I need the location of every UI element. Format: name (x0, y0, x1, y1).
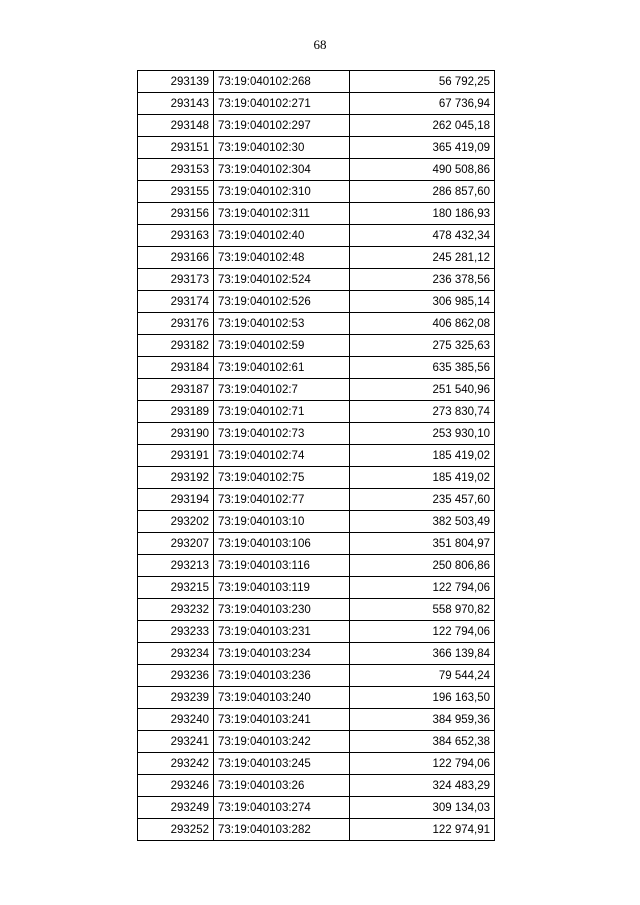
cadastral-value-cell: 384 959,36 (350, 709, 495, 731)
cadastral-number-cell: 73:19:040103:231 (214, 621, 350, 643)
table-row (138, 533, 495, 555)
table-row (138, 269, 495, 291)
cadastral-number-cell: 73:19:040102:74 (214, 445, 350, 467)
cadastral-number-cell: 73:19:040103:26 (214, 775, 350, 797)
record-id-cell: 293242 (138, 753, 214, 775)
page-number: 68 (313, 37, 327, 52)
record-id-cell: 293236 (138, 665, 214, 687)
cadastral-value-cell: 635 385,56 (350, 357, 495, 379)
table-row (138, 709, 495, 731)
table-row (138, 137, 495, 159)
record-id-cell: 293213 (138, 555, 214, 577)
table-row (138, 819, 495, 841)
table-row (138, 335, 495, 357)
cadastral-value-cell: 122 794,06 (350, 621, 495, 643)
record-id-cell: 293182 (138, 335, 214, 357)
record-id-cell: 293202 (138, 511, 214, 533)
cadastral-number-cell: 73:19:040103:242 (214, 731, 350, 753)
cadastral-number-cell: 73:19:040102:311 (214, 203, 350, 225)
record-id-cell: 293233 (138, 621, 214, 643)
cadastral-number-cell: 73:19:040102:30 (214, 137, 350, 159)
record-id-cell: 293166 (138, 247, 214, 269)
record-id-cell: 293153 (138, 159, 214, 181)
table-row (138, 115, 495, 137)
cadastral-value-cell: 324 483,29 (350, 775, 495, 797)
cadastral-number-cell: 73:19:040103:234 (214, 643, 350, 665)
cadastral-number-cell: 73:19:040102:297 (214, 115, 350, 137)
cadastral-number-cell: 73:19:040102:77 (214, 489, 350, 511)
table-row (138, 379, 495, 401)
cadastral-number-cell: 73:19:040102:524 (214, 269, 350, 291)
record-id-cell: 293207 (138, 533, 214, 555)
cadastral-number-cell: 73:19:040103:106 (214, 533, 350, 555)
table-row (138, 291, 495, 313)
table-row (138, 665, 495, 687)
table-row (138, 401, 495, 423)
cadastral-number-cell: 73:19:040102:71 (214, 401, 350, 423)
record-id-cell: 293189 (138, 401, 214, 423)
table-row (138, 511, 495, 533)
cadastral-value-cell: 490 508,86 (350, 159, 495, 181)
record-id-cell: 293143 (138, 93, 214, 115)
registry-table (137, 70, 495, 841)
cadastral-value-cell: 122 794,06 (350, 753, 495, 775)
cadastral-value-cell: 251 540,96 (350, 379, 495, 401)
cadastral-value-cell: 67 736,94 (350, 93, 495, 115)
record-id-cell: 293173 (138, 269, 214, 291)
cadastral-value-cell: 185 419,02 (350, 445, 495, 467)
table-row (138, 159, 495, 181)
cadastral-value-cell: 275 325,63 (350, 335, 495, 357)
record-id-cell: 293174 (138, 291, 214, 313)
record-id-cell: 293249 (138, 797, 214, 819)
cadastral-number-cell: 73:19:040103:236 (214, 665, 350, 687)
cadastral-value-cell: 382 503,49 (350, 511, 495, 533)
table-row (138, 423, 495, 445)
table-row (138, 797, 495, 819)
record-id-cell: 293191 (138, 445, 214, 467)
cadastral-value-cell: 180 186,93 (350, 203, 495, 225)
cadastral-value-cell: 306 985,14 (350, 291, 495, 313)
table-row (138, 313, 495, 335)
cadastral-value-cell: 185 419,02 (350, 467, 495, 489)
cadastral-number-cell: 73:19:040102:526 (214, 291, 350, 313)
record-id-cell: 293234 (138, 643, 214, 665)
record-id-cell: 293241 (138, 731, 214, 753)
cadastral-value-cell: 245 281,12 (350, 247, 495, 269)
record-id-cell: 293246 (138, 775, 214, 797)
record-id-cell: 293194 (138, 489, 214, 511)
record-id-cell: 293148 (138, 115, 214, 137)
cadastral-value-cell: 384 652,38 (350, 731, 495, 753)
record-id-cell: 293184 (138, 357, 214, 379)
cadastral-value-cell: 122 974,91 (350, 819, 495, 841)
cadastral-number-cell: 73:19:040103:241 (214, 709, 350, 731)
cadastral-value-cell: 351 804,97 (350, 533, 495, 555)
cadastral-number-cell: 73:19:040103:230 (214, 599, 350, 621)
cadastral-value-cell: 196 163,50 (350, 687, 495, 709)
cadastral-value-cell: 406 862,08 (350, 313, 495, 335)
table-row (138, 775, 495, 797)
cadastral-value-cell: 253 930,10 (350, 423, 495, 445)
cadastral-value-cell: 236 378,56 (350, 269, 495, 291)
table-row (138, 621, 495, 643)
cadastral-number-cell: 73:19:040102:61 (214, 357, 350, 379)
cadastral-number-cell: 73:19:040102:271 (214, 93, 350, 115)
cadastral-value-cell: 366 139,84 (350, 643, 495, 665)
cadastral-number-cell: 73:19:040103:240 (214, 687, 350, 709)
cadastral-number-cell: 73:19:040102:7 (214, 379, 350, 401)
record-id-cell: 293240 (138, 709, 214, 731)
registry-table-container (137, 70, 495, 841)
cadastral-number-cell: 73:19:040102:59 (214, 335, 350, 357)
record-id-cell: 293151 (138, 137, 214, 159)
cadastral-value-cell: 365 419,09 (350, 137, 495, 159)
record-id-cell: 293215 (138, 577, 214, 599)
table-row (138, 445, 495, 467)
cadastral-number-cell: 73:19:040103:116 (214, 555, 350, 577)
cadastral-value-cell: 309 134,03 (350, 797, 495, 819)
cadastral-number-cell: 73:19:040102:310 (214, 181, 350, 203)
table-row (138, 599, 495, 621)
table-row (138, 181, 495, 203)
table-row (138, 753, 495, 775)
table-row (138, 203, 495, 225)
cadastral-number-cell: 73:19:040102:268 (214, 71, 350, 93)
record-id-cell: 293163 (138, 225, 214, 247)
cadastral-value-cell: 235 457,60 (350, 489, 495, 511)
table-row (138, 93, 495, 115)
cadastral-value-cell: 56 792,25 (350, 71, 495, 93)
table-row (138, 225, 495, 247)
table-row (138, 577, 495, 599)
cadastral-number-cell: 73:19:040102:40 (214, 225, 350, 247)
cadastral-number-cell: 73:19:040103:119 (214, 577, 350, 599)
table-row (138, 247, 495, 269)
cadastral-number-cell: 73:19:040103:245 (214, 753, 350, 775)
cadastral-number-cell: 73:19:040102:53 (214, 313, 350, 335)
record-id-cell: 293176 (138, 313, 214, 335)
table-row (138, 357, 495, 379)
table-row (138, 643, 495, 665)
record-id-cell: 293155 (138, 181, 214, 203)
cadastral-number-cell: 73:19:040102:304 (214, 159, 350, 181)
table-row (138, 71, 495, 93)
cadastral-number-cell: 73:19:040102:73 (214, 423, 350, 445)
table-row (138, 489, 495, 511)
cadastral-value-cell: 478 432,34 (350, 225, 495, 247)
cadastral-number-cell: 73:19:040103:274 (214, 797, 350, 819)
cadastral-value-cell: 262 045,18 (350, 115, 495, 137)
registry-table-body (138, 71, 495, 841)
record-id-cell: 293192 (138, 467, 214, 489)
table-row (138, 555, 495, 577)
cadastral-value-cell: 250 806,86 (350, 555, 495, 577)
cadastral-number-cell: 73:19:040103:282 (214, 819, 350, 841)
cadastral-value-cell: 79 544,24 (350, 665, 495, 687)
cadastral-value-cell: 558 970,82 (350, 599, 495, 621)
table-row (138, 687, 495, 709)
record-id-cell: 293187 (138, 379, 214, 401)
record-id-cell: 293156 (138, 203, 214, 225)
record-id-cell: 293190 (138, 423, 214, 445)
cadastral-number-cell: 73:19:040102:48 (214, 247, 350, 269)
table-row (138, 731, 495, 753)
cadastral-value-cell: 122 794,06 (350, 577, 495, 599)
cadastral-number-cell: 73:19:040103:10 (214, 511, 350, 533)
record-id-cell: 293252 (138, 819, 214, 841)
record-id-cell: 293139 (138, 71, 214, 93)
cadastral-value-cell: 286 857,60 (350, 181, 495, 203)
cadastral-number-cell: 73:19:040102:75 (214, 467, 350, 489)
record-id-cell: 293232 (138, 599, 214, 621)
table-row (138, 467, 495, 489)
cadastral-value-cell: 273 830,74 (350, 401, 495, 423)
record-id-cell: 293239 (138, 687, 214, 709)
